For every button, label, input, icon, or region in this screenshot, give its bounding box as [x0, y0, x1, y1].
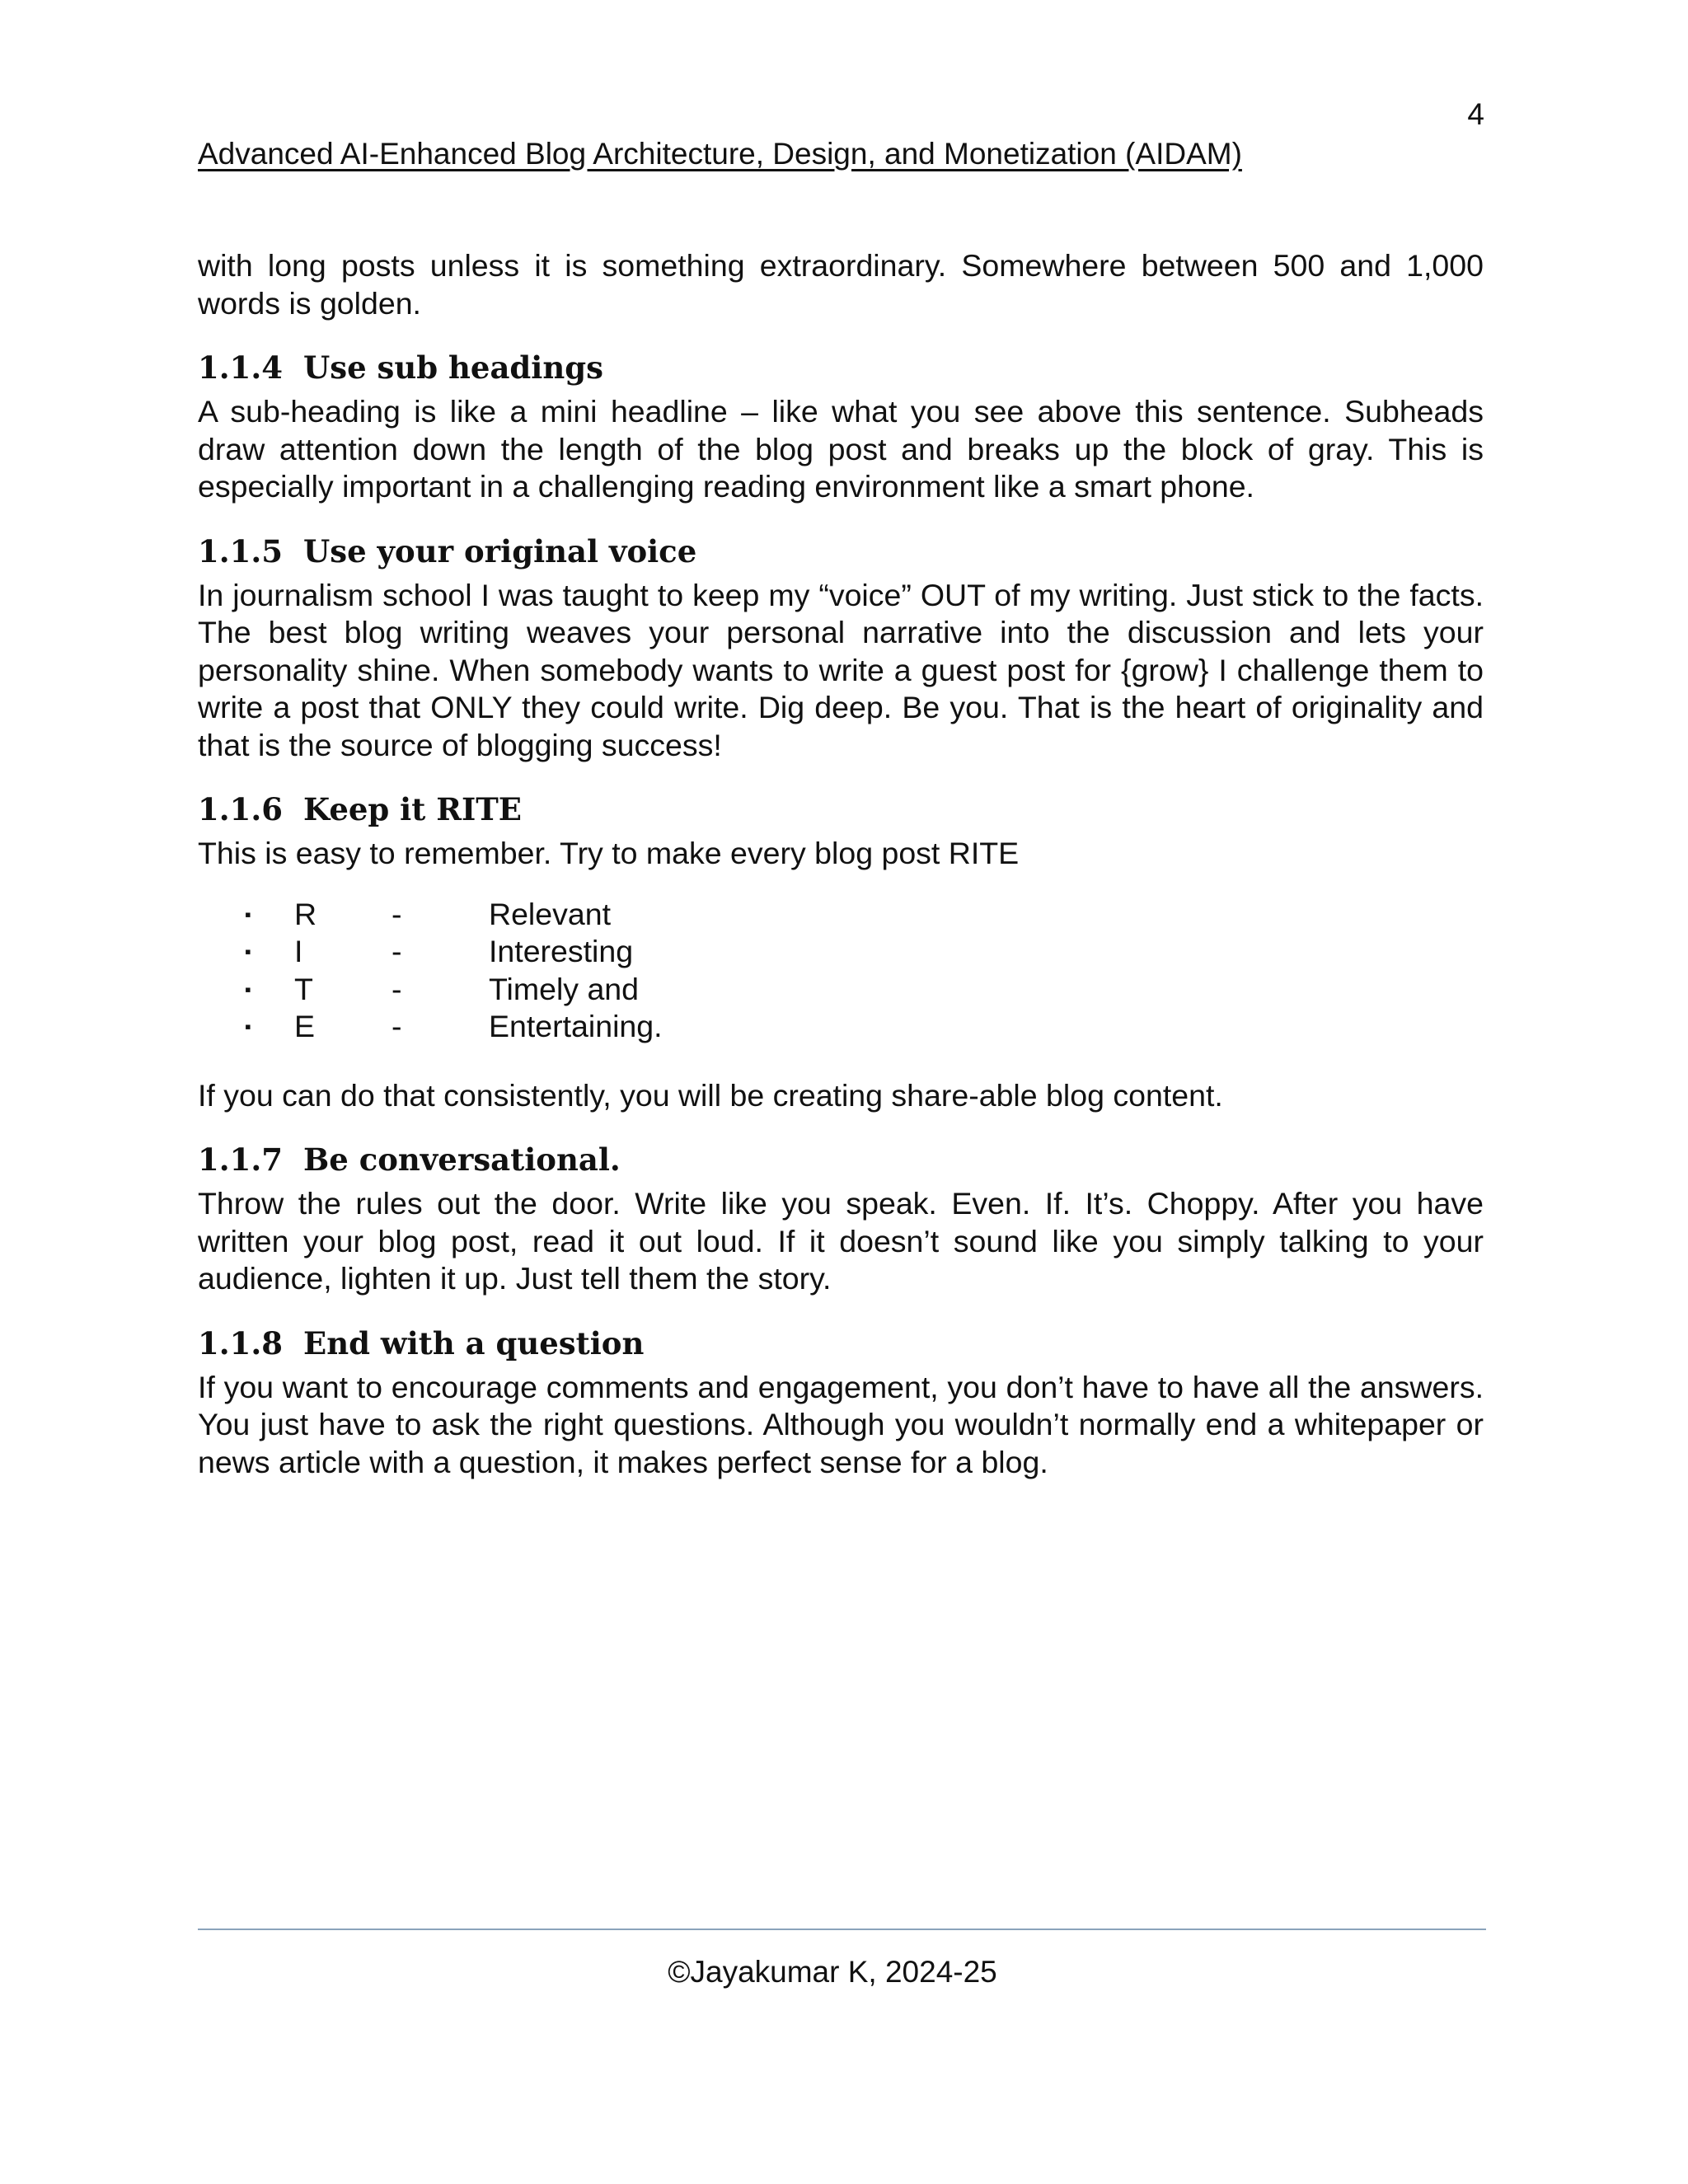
square-bullet-icon: ▪	[245, 1016, 251, 1037]
section-number: 1.1.4	[198, 349, 283, 386]
section-title: Be conversational.	[303, 1141, 621, 1178]
square-bullet-icon: ▪	[245, 903, 251, 925]
section-body-1-1-8: If you want to encourage comments and engagement, you don’t have to have all the answers. You just have to ask the right questions. Although you wouldn’t normally end a whitepaper or news article with a question, it makes perfect sense for a blog.	[198, 1369, 1484, 1479]
rite-word: Interesting	[489, 934, 634, 968]
list-item	[198, 1008, 1484, 1046]
section-number: 1.1.8	[198, 1324, 283, 1361]
rite-word: Timely and	[489, 971, 640, 1006]
section-heading-1-1-7	[198, 1139, 1484, 1180]
section-body-1-1-5: In journalism school I was taught to keep my “voice” OUT of my writing. Just stick to the facts. The best blog writing weaves your personal narrative into the discussion and lets your personality shine. When somebody wants to write a guest post for {grow} I challenge them to write a post that ONLY they could write. Dig deep. Be you. That is the heart of originality and that is the source of blogging success!	[198, 577, 1484, 762]
footer-copyright: ©Jayakumar K, 2024-25	[668, 1955, 997, 1989]
document-body	[198, 247, 1484, 1481]
rite-word: Entertaining.	[489, 1009, 663, 1043]
rite-letter: I	[294, 934, 303, 968]
square-bullet-icon: ▪	[245, 978, 251, 1000]
section-heading-1-1-6	[198, 789, 1484, 830]
rite-outro: If you can do that consistently, you will be creating share-able blog content.	[198, 1077, 1223, 1113]
rite-letter: E	[294, 1009, 316, 1043]
rite-letter: R	[294, 896, 317, 931]
section-title: Use your original voice	[303, 532, 697, 569]
square-bullet-icon: ▪	[245, 941, 251, 962]
section-body-1-1-7: Throw the rules out the door. Write like you speak. Even. If. It’s. Choppy. After you have written your blog post, read it out loud. If it doesn’t sound like you simply talking to your audience, lighten it up. Just tell them the story.	[198, 1186, 1484, 1296]
page-number: 4	[1467, 97, 1484, 131]
rite-dash: -	[392, 971, 402, 1006]
list-item	[198, 971, 1484, 1009]
list-item	[198, 896, 1484, 934]
section-title: Keep it RITE	[303, 791, 522, 827]
section-title: End with a question	[303, 1324, 645, 1361]
rite-dash: -	[392, 1009, 402, 1043]
section-number: 1.1.5	[198, 532, 283, 569]
rite-word: Relevant	[489, 896, 612, 931]
section-title: Use sub headings	[303, 349, 603, 386]
list-item	[198, 933, 1484, 971]
section-heading-1-1-5	[198, 531, 1484, 572]
section-number: 1.1.6	[198, 791, 283, 827]
rite-letter: T	[294, 971, 313, 1006]
section-number: 1.1.7	[198, 1141, 283, 1178]
rite-dash: -	[392, 896, 402, 931]
intro-paragraph: with long posts unless it is something extraordinary. Somewhere between 500 and 1,000 words is golden.	[198, 248, 1484, 321]
running-header: Advanced AI-Enhanced Blog Architecture, Design, and Monetization (AIDAM)	[198, 137, 1242, 171]
section-heading-1-1-8	[198, 1323, 1484, 1364]
section-heading-1-1-4	[198, 347, 1484, 388]
section-body-1-1-4: A sub-heading is like a mini headline – like what you see above this sentence. Subheads draw attention down the length of the blog post and breaks up the block of gray. This is especially important in a challenging reading environment like a smart phone.	[198, 394, 1484, 504]
rite-list	[198, 896, 1484, 1046]
footer-divider	[198, 1929, 1486, 1930]
rite-intro: This is easy to remember. Try to make every blog post RITE	[198, 836, 1020, 870]
rite-dash: -	[392, 934, 402, 968]
